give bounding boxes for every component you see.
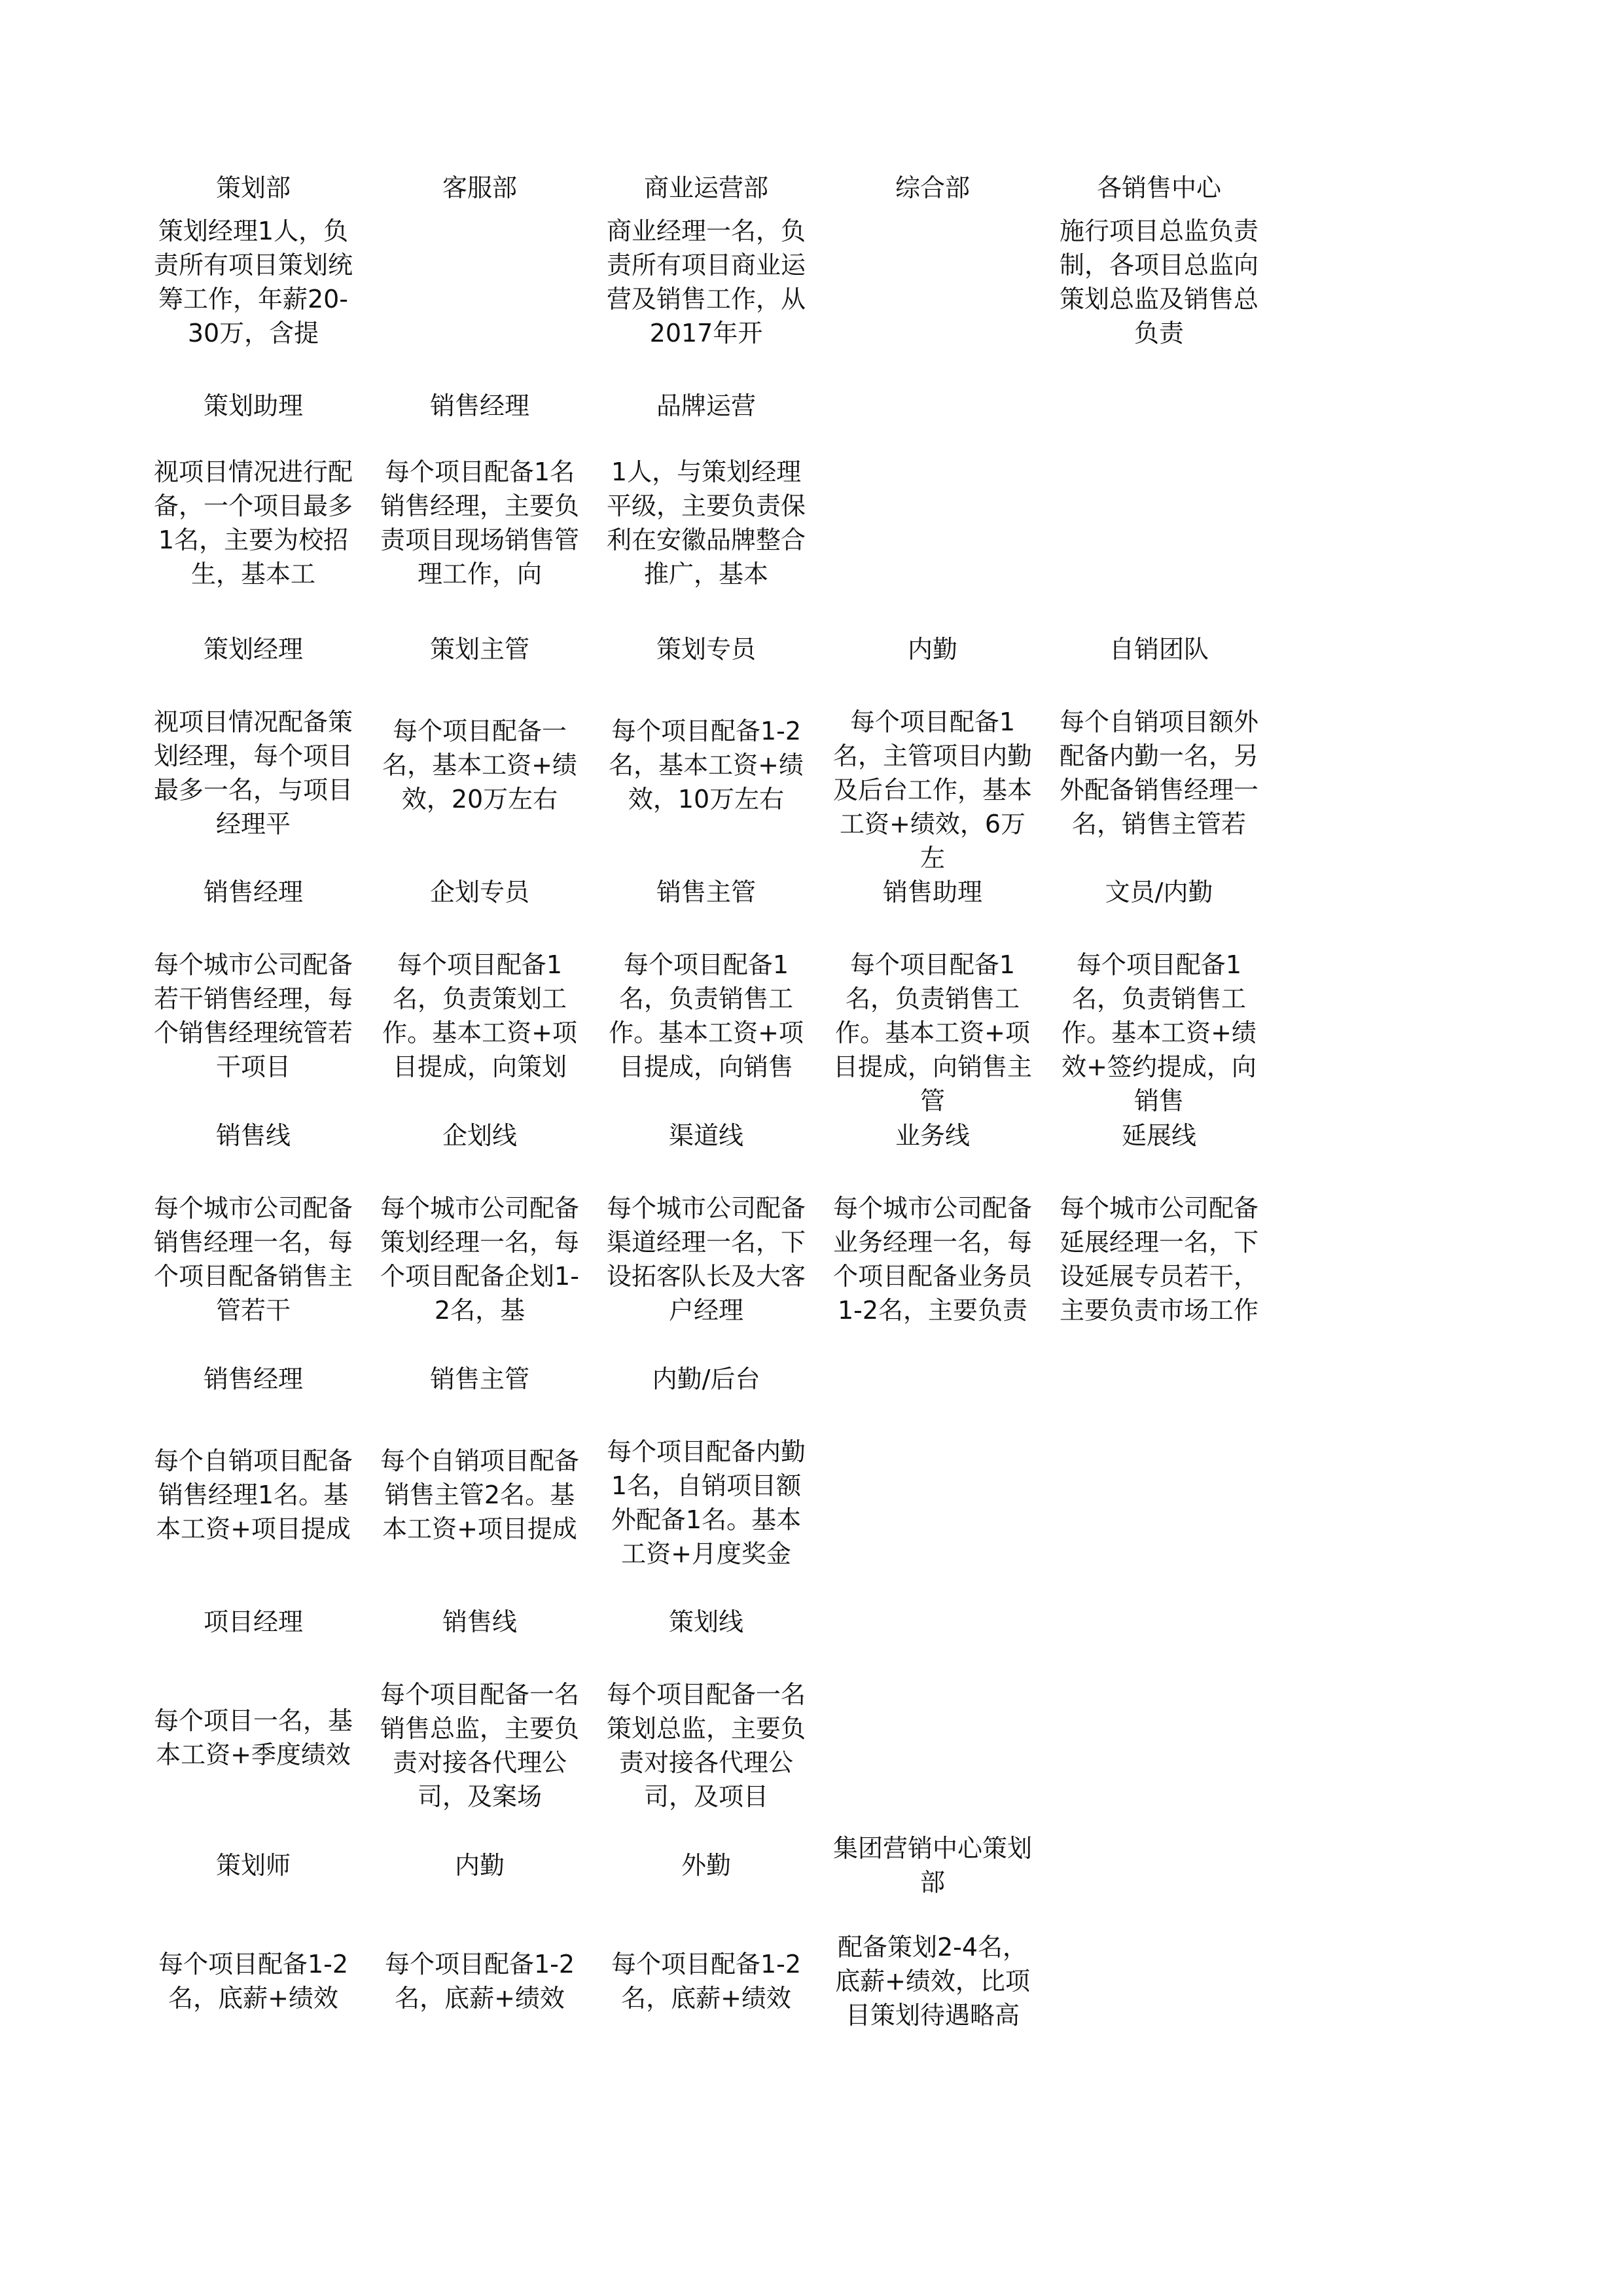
cell-title: 策划经理 (203, 635, 303, 664)
cell-title: 内勤 (454, 1851, 505, 1880)
cell-title: 销售主管 (656, 878, 756, 906)
cell-title (1054, 1586, 1264, 1658)
cell-description: 视项目情况配备策划经理，每个项目最多一名，与项目经理平 (153, 708, 353, 838)
cell-description (1054, 1677, 1264, 1798)
org-block-7 (0, 1586, 1623, 1829)
org-block-5 (0, 1100, 1623, 1343)
org-block-8 (0, 1829, 1623, 2073)
cell-description: 每个项目配备1-2名，底薪+绩效 (611, 1950, 802, 2013)
cell-description: 视项目情况进行配备，一个项目最多1名，主要为校招生，基本工 (153, 457, 353, 588)
cell-title: 销售经理 (203, 878, 303, 906)
cell-title (828, 1586, 1037, 1658)
cell-title: 自销团队 (1109, 635, 1209, 664)
cell-title: 策划主管 (429, 635, 529, 664)
cell-description (1054, 455, 1264, 575)
cell-title: 商业运营部 (643, 173, 768, 202)
cell-title: 延展线 (1121, 1121, 1196, 1150)
cell-description: 每个项目配备1-2名，基本工资+绩效，10万左右 (609, 717, 804, 814)
cell-description: 每个城市公司配备销售经理一名，每个项目配备销售主管若干 (153, 1194, 353, 1325)
cell-title: 品牌运营 (656, 391, 756, 420)
cell-title: 策划部 (215, 173, 291, 202)
cell-description: 每个城市公司配备若干销售经理，每个销售经理统管若干项目 (153, 950, 353, 1081)
cell-description: 每个项目配备内勤1名，自销项目额外配备1名。基本工资+月度奖金 (606, 1437, 806, 1568)
cell-description: 每个项目配备1名，负责销售工作。基本工资+绩效+签约提成，向销售 (1061, 950, 1257, 1115)
cell-title: 销售线 (215, 1121, 291, 1150)
cell-description: 每个项目配备1-2名，底薪+绩效 (158, 1950, 349, 2013)
cell-description (375, 214, 584, 334)
org-block-1 (0, 152, 1623, 395)
cell-description: 每个项目配备一名，基本工资+绩效，20万左右 (382, 717, 577, 814)
cell-description: 每个项目配备一名销售总监，主要负责对接各代理公司，及案场 (380, 1680, 579, 1811)
cell-description: 1人，与策划经理平级，主要负责保利在安徽品牌整合推广，基本 (606, 457, 806, 588)
cell-description: 每个项目配备1名销售经理，主要负责项目现场销售管理工作，向 (380, 457, 579, 588)
cell-description (828, 455, 1037, 575)
cell-title (1054, 370, 1264, 442)
cell-title: 策划专员 (656, 635, 756, 664)
cell-title: 销售经理 (429, 391, 529, 420)
cell-title: 渠道线 (668, 1121, 743, 1150)
org-block-6 (0, 1343, 1623, 1587)
cell-title (1054, 1343, 1264, 1415)
cell-description (1054, 1435, 1264, 1555)
cell-description: 每个城市公司配备业务经理一名，每个项目配备业务员1-2名，主要负责 (832, 1194, 1032, 1325)
cell-title: 销售主管 (429, 1365, 529, 1393)
cell-title: 文员/内勤 (1105, 878, 1213, 906)
cell-title: 策划助理 (203, 391, 303, 420)
cell-description: 每个自销项目配备销售主管2名。基本工资+项目提成 (380, 1446, 579, 1543)
cell-title: 内勤 (907, 635, 957, 664)
cell-title: 策划线 (668, 1607, 743, 1636)
cell-description: 每个自销项目配备销售经理1名。基本工资+项目提成 (153, 1446, 353, 1543)
cell-description: 商业经理一名，负责所有项目商业运营及销售工作，从2017年开 (606, 217, 806, 348)
cell-description: 每个自销项目额外配备内勤一名，另外配备销售经理一名，销售主管若 (1059, 708, 1258, 838)
org-block-4 (0, 856, 1623, 1115)
cell-title: 销售助理 (882, 878, 982, 906)
cell-title: 企划线 (442, 1121, 517, 1150)
cell-description (828, 214, 1037, 334)
org-block-2 (0, 370, 1623, 613)
cell-description: 配备策划2-4名，底薪+绩效，比项目策划待遇略高 (835, 1933, 1030, 2030)
cell-description: 每个项目配备1名，负责销售工作。基本工资+项目提成，向销售 (609, 950, 804, 1081)
cell-description: 每个项目一名，基本工资+季度绩效 (153, 1706, 353, 1769)
cell-title: 企划专员 (429, 878, 529, 906)
cell-title: 外勤 (681, 1851, 731, 1880)
cell-title: 销售经理 (203, 1365, 303, 1393)
cell-description: 策划经理1人，负责所有项目策划统筹工作，年薪20-30万，含提 (153, 217, 353, 348)
cell-description: 每个项目配备1名，主管项目内勤及后台工作，基本工资+绩效，6万左 (832, 708, 1032, 872)
cell-description: 每个城市公司配备延展经理一名，下设延展专员若干，主要负责市场工作 (1059, 1194, 1258, 1325)
cell-title (828, 370, 1037, 442)
cell-title: 内勤/后台 (652, 1365, 760, 1393)
cell-title: 业务线 (895, 1121, 970, 1150)
cell-title (1054, 1829, 1264, 1901)
cell-description: 每个项目配备1-2名，底薪+绩效 (384, 1950, 575, 2013)
org-block-3 (0, 613, 1623, 872)
cell-title: 综合部 (895, 173, 970, 202)
cell-description: 每个项目配备1名，负责策划工作。基本工资+项目提成，向策划 (382, 950, 577, 1081)
cell-title (828, 1343, 1037, 1415)
cell-description: 每个城市公司配备策划经理一名，每个项目配备企划1-2名，基 (380, 1194, 579, 1325)
cell-description (828, 1677, 1037, 1798)
cell-title: 销售线 (442, 1607, 517, 1636)
cell-description: 每个项目配备1名，负责销售工作。基本工资+项目提成，向销售主管 (832, 950, 1032, 1115)
cell-description (828, 1435, 1037, 1555)
cell-description: 每个项目配备一名策划总监，主要负责对接各代理公司，及项目 (606, 1680, 806, 1811)
cell-description: 施行项目总监负责制，各项目总监向策划总监及销售总负责 (1059, 217, 1258, 348)
cell-description: 每个城市公司配备渠道经理一名，下设拓客队长及大客户经理 (606, 1194, 806, 1325)
cell-title: 各销售中心 (1096, 173, 1221, 202)
cell-title: 客服部 (442, 173, 517, 202)
cell-title: 项目经理 (203, 1607, 303, 1636)
cell-title: 策划师 (215, 1851, 291, 1880)
cell-title: 集团营销中心策划部 (832, 1834, 1032, 1897)
cell-description (1054, 1921, 1264, 2041)
